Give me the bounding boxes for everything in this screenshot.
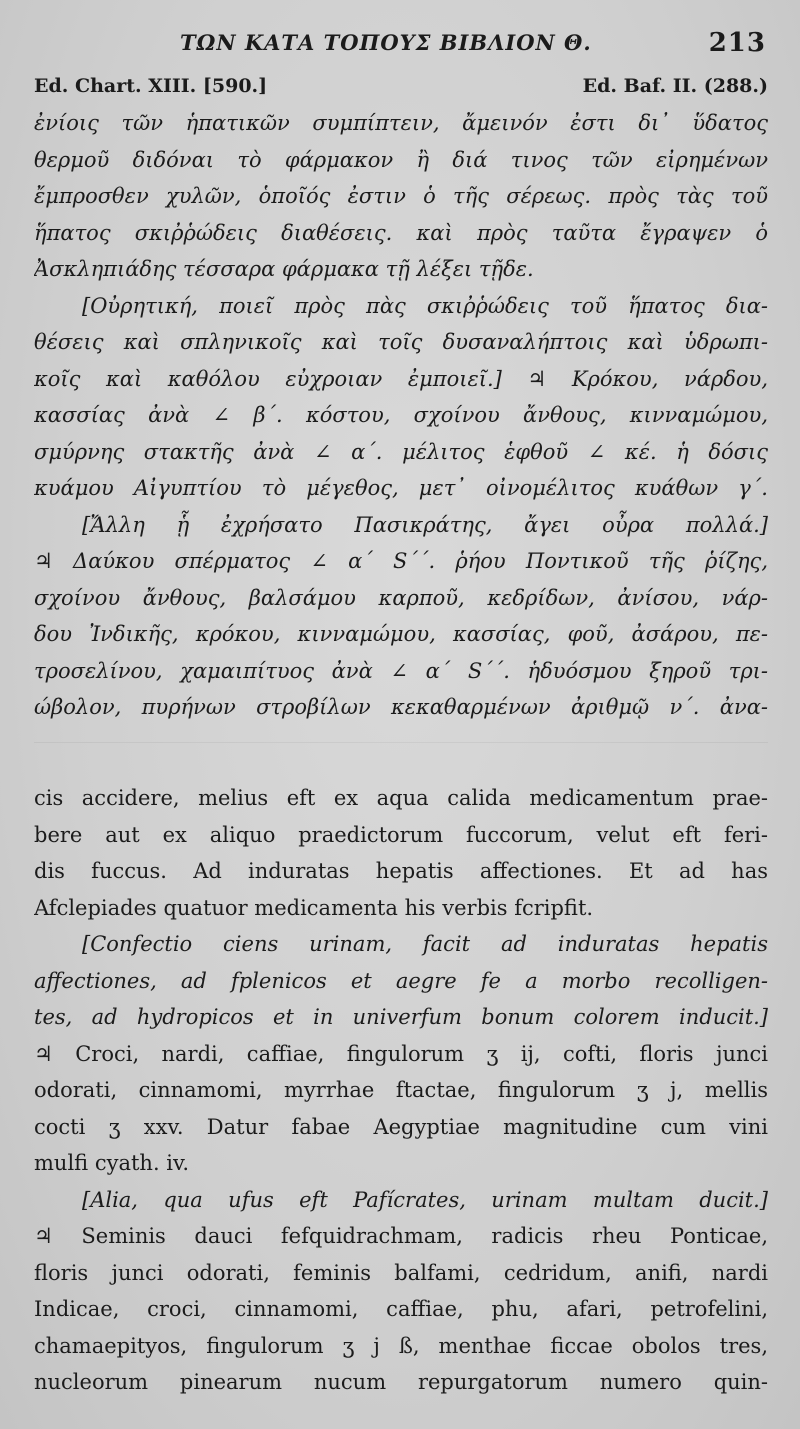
latin-line: [Alia, qua ufus eft Pafícrates, urinam multam ducit.] <box>82 1187 768 1212</box>
latin-line: [Confectio ciens urinam, facit ad induratas hepatis <box>82 932 768 956</box>
running-head <box>180 30 770 62</box>
latin-line: bere aut ex aliquo praedictorum fuccorum, velut eft feri- <box>34 822 768 847</box>
greek-line: θέσεις καὶ σπληνικοῖς καὶ τοῖς δυσαναλήπτοις καὶ ὑδρωπι- <box>34 330 768 354</box>
latin-line: nucleorum pinearum nucum repurgatorum numero quin- <box>34 1370 768 1394</box>
latin-line: Indicae, croci, cinnamomi, caffiae, phu, afari, petrofelini, <box>34 1297 768 1321</box>
greek-line: [Οὐρητική, ποιεῖ πρὸς πὰς σκιῤῥώδεις τοῦ ἥπατος δια- <box>82 293 768 318</box>
latin-line: ♃ Croci, nardi, caffiae, fingulorum ʒ ij, cofti, floris junci <box>34 1041 768 1066</box>
greek-line: ♃ Δαύκου σπέρματος ∠ α΄ S΄΄. ῥήου Ποντικοῦ τῆς ῥίζης, <box>34 549 768 573</box>
greek-line: Ἀσκληπιάδης τέσσαρα φάρμακα τῇ λέξει τῇδε. <box>34 257 534 281</box>
greek-line: δου Ἰνδικῆς, κρόκου, κινναμώμου, κασσίας, φοῦ, ἀσάρου, πε- <box>34 622 768 646</box>
edition-basel: Ed. Baf. II. (288.) <box>582 75 768 97</box>
latin-line: affectiones, ad fplenicos et aegre fe a morbo recolligen- <box>34 968 768 993</box>
latin-line: ♃ Seminis dauci fefquidrachmam, radicis rheu Ponticae, <box>34 1224 768 1248</box>
greek-line: ώβολον, πυρήνων στροβίλων κεκαθαρμένων ἀριθμῷ ν΄. ἀνα- <box>34 695 768 719</box>
latin-line: cocti ʒ xxv. Datur fabae Aegyptiae magnitudine cum vini <box>34 1114 768 1139</box>
greek-line: κασσίας ἀνὰ ∠ β΄. κόστου, σχοίνου ἄνθους, κινναμώμου, <box>34 403 768 427</box>
greek-line: τροσελίνου, χαμαιπίτυος ἀνὰ ∠ α΄ S΄΄. ἡδυόσμου ξηροῦ τρι- <box>34 658 768 683</box>
page-number: 213 <box>708 28 766 58</box>
latin-line: mulfi cyath. iv. <box>34 1151 190 1175</box>
latin-text <box>34 780 768 1401</box>
greek-line: θερμοῦ διδόναι τὸ φάρμακον ἢ διά τινος τῶν εἰρημένων <box>34 147 768 172</box>
greek-line: ἥπατος σκιῤῥώδεις διαθέσεις. καὶ πρὸς ταῦτα ἔγραψεν ὁ <box>34 220 768 245</box>
running-title: ΤΩΝ ΚΑΤΑ ΤΟΠΟΥΣ ΒΙΒΛΙΟΝ Θ. <box>180 30 592 55</box>
greek-line: κοῖς καὶ καθόλου εὐχροιαν ἐμποιεῖ.] ♃ Κρόκου, νάρδου, <box>34 366 768 391</box>
latin-line: tes, ad hydropicos et in univerfum bonum colorem inducit.] <box>34 1005 768 1029</box>
latin-line: cis accidere, melius eft ex aqua calida medicamentum prae- <box>34 786 768 810</box>
latin-line: Afclepiades quatuor medicamenta his verbis fcripfit. <box>34 895 594 920</box>
greek-line: κυάμου Αἰγυπτίου τὸ μέγεθος, μετ᾽ οἰνομέλιτος κυάθων γ΄. <box>34 476 768 500</box>
greek-text <box>34 105 768 726</box>
greek-line: σχοίνου ἄνθους, βαλσάμου καρποῦ, κεδρίδων, ἀνίσου, νάρ- <box>34 585 768 610</box>
edition-chartier: Ed. Chart. XIII. [590.] <box>34 75 268 97</box>
column-divider <box>34 742 768 743</box>
edition-references <box>34 75 768 103</box>
latin-line: chamaepityos, fingulorum ʒ j ß, menthae ficcae obolos tres, <box>34 1333 768 1358</box>
greek-line: ἐνίοις τῶν ἡπατικῶν συμπίπτειν, ἄμεινόν ἐστι δι᾽ ὕδατος <box>34 111 768 135</box>
latin-line: dis fuccus. Ad induratas hepatis affectiones. Et ad has <box>34 859 768 883</box>
greek-line: ἔμπροσθεν χυλῶν, ὁποῖός ἐστιν ὁ τῆς σέρεως. πρὸς τὰς τοῦ <box>34 184 768 208</box>
greek-line: [Ἄλλη ᾗ ἐχρήσατο Πασικράτης, ἄγει οὖρα πολλά.] <box>82 512 768 537</box>
latin-line: odorati, cinnamomi, myrrhae ftactae, fingulorum ʒ j, mellis <box>34 1078 768 1102</box>
latin-line: floris junci odorati, feminis balfami, cedridum, anifi, nardi <box>34 1260 768 1285</box>
greek-line: σμύρνης στακτῆς ἀνὰ ∠ α΄. μέλιτος ἑφθοῦ ∠ κέ. ἡ δόσις <box>34 439 768 464</box>
